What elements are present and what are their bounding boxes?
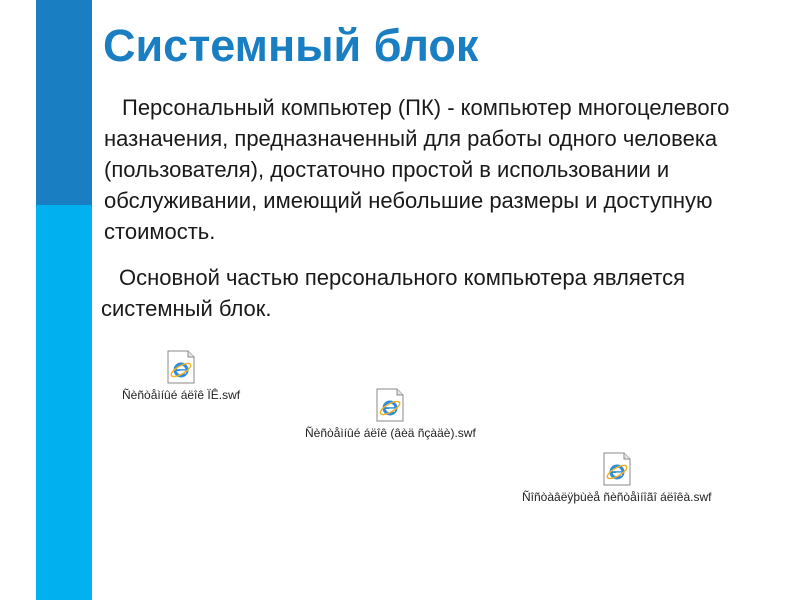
- paragraph-definition: Персональный компьютер (ПК) - компьютер многоцелевого назначения, предназначенный для работы одного человека (пользователя), достаточно простой в использовании и обслуживании, имеющий небольшие размеры и доступную стоимость.: [104, 95, 730, 244]
- file-name: Ñèñòåìíûé áëîê (âèä ñçàäè).swf: [305, 426, 476, 440]
- ie-file-icon: [602, 452, 632, 486]
- file-name: Ñîñòàâëÿþùèå ñèñòåìíîãî áëîêà.swf: [522, 490, 712, 504]
- file-link-system-unit[interactable]: [122, 350, 240, 402]
- file-name: Ñèñòåìíûé áëîê ÏÊ.swf: [122, 388, 241, 402]
- accent-bar-top: [36, 0, 92, 205]
- accent-bar-bottom: [36, 205, 92, 600]
- file-link-system-unit-components[interactable]: [522, 452, 711, 504]
- file-link-system-unit-rear[interactable]: [305, 388, 476, 440]
- paragraph-main-part: Основной частью персонального компьютера является системный блок.: [101, 265, 686, 321]
- ie-file-icon: [375, 388, 405, 422]
- slide-title: Системный блок: [103, 20, 479, 71]
- ie-file-icon: [166, 350, 196, 384]
